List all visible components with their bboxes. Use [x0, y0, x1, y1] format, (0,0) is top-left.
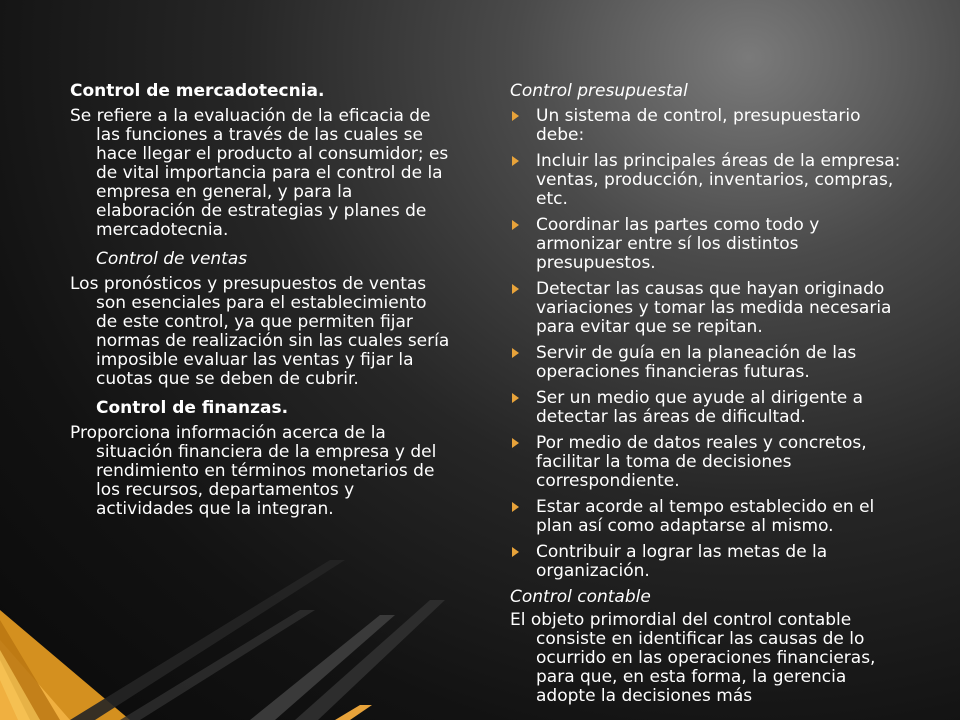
bullet-arrow-icon	[512, 502, 519, 512]
accounting-control-heading: Control contable	[510, 587, 651, 607]
list-item: Contribuir a lograr las metas de la organización.	[510, 543, 910, 581]
budget-control-heading: Control presupuestal	[510, 81, 688, 101]
bullet-arrow-icon	[512, 156, 519, 166]
bullet-arrow-icon	[512, 348, 519, 358]
finance-control-text: Proporciona información acerca de la situación financiera de la empresa y del rendimiento en términos monetarios de los recursos, departamentos y actividades que la integran.	[70, 423, 437, 519]
list-item: Detectar las causas que hayan originado variaciones y tomar las medida necesaria para evitar que se repitan.	[510, 280, 910, 337]
marketing-control-heading: Control de mercadotecnia.	[70, 81, 325, 101]
bullet-arrow-icon	[512, 438, 519, 448]
list-item: Coordinar las partes como todo y armonizar entre sí los distintos presupuestos.	[510, 216, 910, 273]
sales-control-heading: Control de ventas	[96, 249, 248, 269]
budget-control-list	[510, 107, 910, 581]
list-item: Ser un medio que ayude al dirigente a detectar las áreas de dificultad.	[510, 389, 910, 427]
right-column	[510, 82, 910, 716]
bullet-arrow-icon	[512, 547, 519, 557]
accounting-control-text: El objeto primordial del control contable consiste en identificar las causas de lo ocurrido en las operaciones financieras, para que, en esta forma, la gerencia adopte la decisiones más	[510, 610, 876, 706]
sales-control-text: Los pronósticos y presupuestos de ventas son esenciales para el establecimiento de este control, ya que permiten fijar normas de realización sin las cuales sería imposible evaluar las ventas y fijar la cuotas que se deben de cubrir.	[70, 274, 450, 389]
list-item: Un sistema de control, presupuestario debe:	[510, 107, 910, 145]
list-item: Servir de guía en la planeación de las operaciones financieras futuras.	[510, 344, 910, 382]
list-item: Estar acorde al tempo establecido en el plan así como adaptarse al mismo.	[510, 498, 910, 536]
list-item: Por medio de datos reales y concretos, facilitar la toma de decisiones correspondiente.	[510, 434, 910, 491]
list-item: Incluir las principales áreas de la empresa: ventas, producción, inventarios, compras, etc.	[510, 152, 910, 209]
bullet-arrow-icon	[512, 284, 519, 294]
finance-control-heading: Control de finanzas.	[96, 398, 289, 418]
marketing-control-text: Se refiere a la evaluación de la eficacia de las funciones a través de las cuales se hace llegar el producto al consumidor; es de vital importancia para el control de la empresa en general, y para la elaboración de estrategias y planes de mercadotecnia.	[70, 106, 449, 240]
left-column	[70, 82, 450, 529]
bullet-arrow-icon	[512, 111, 519, 121]
bullet-arrow-icon	[512, 393, 519, 403]
bullet-arrow-icon	[512, 220, 519, 230]
